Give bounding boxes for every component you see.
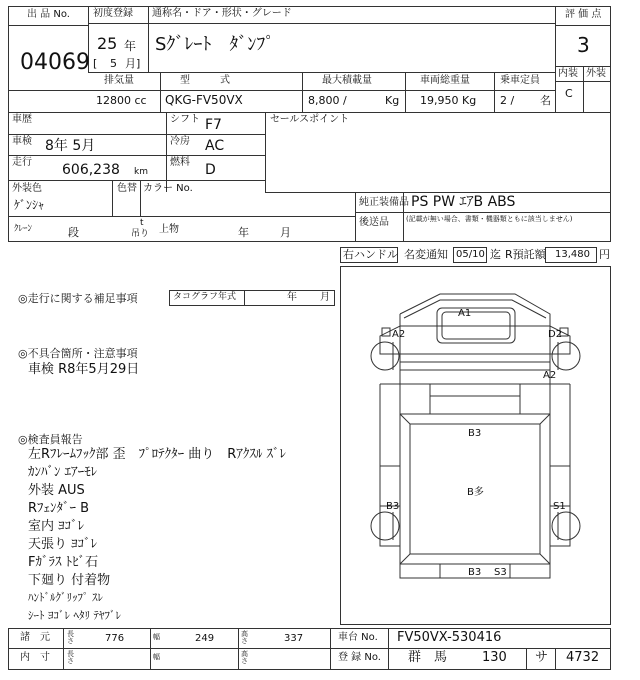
chassis-label: 車台 No. (338, 632, 378, 643)
lot-label: 出 品 No. (27, 9, 70, 20)
mileage-unit: km (134, 167, 148, 177)
model: QKG-FV50VX (165, 93, 243, 107)
interior-grade-label: 内装 (558, 68, 578, 79)
in-width-label: 幅 (153, 653, 160, 661)
reg-month: 5 (110, 57, 117, 70)
load-label: 最大積載量 (322, 75, 372, 86)
displacement: 12800 cc (96, 94, 147, 107)
chassis-number: FV50VX-530416 (397, 630, 502, 645)
inspector-report-line: ﾊﾝﾄﾞﾙｸﾞﾘｯﾌﾟ ｽﾚ (28, 591, 103, 604)
aftermarket-label: 後送品 (359, 217, 389, 228)
grade-value: 3 (577, 33, 590, 57)
inspector-report-line: 外装 AUS (28, 483, 85, 498)
model-label: 型 式 (180, 75, 230, 86)
capacity-label: 乗車定員 (500, 75, 540, 86)
dims-label: 諸 元 (20, 632, 50, 643)
gross-weight-label: 車両総重量 (420, 75, 470, 86)
mark-d2: D2 (548, 329, 563, 340)
in-length-label: 長さ (67, 650, 74, 665)
load: 8,800 / (308, 94, 347, 107)
tacho-label: タコグラフ年式 (173, 292, 237, 302)
crane-tonnage-unit: t (140, 218, 144, 228)
front-right-wheel (552, 342, 580, 370)
width-value: 249 (195, 633, 215, 644)
length-value: 776 (105, 633, 125, 644)
tacho-month-unit: 月 (320, 292, 330, 303)
length-label: 長さ (67, 630, 74, 645)
defect-line: 車検 R8年5月29日 (28, 362, 140, 377)
height-label: 高さ (241, 630, 248, 645)
inspector-report-line: ｶﾝﾊﾞﾝ ｴｱｰﾓﾚ (28, 465, 98, 480)
inspector-report-line: 天張り ﾖｺﾞﾚ (28, 537, 98, 552)
steering: 右ハンドル (343, 248, 398, 261)
plate-class: 130 (482, 650, 507, 665)
recycle-amount: 13,480 (555, 249, 590, 260)
mark-a2-left: A2 (392, 329, 406, 340)
exterior-color: ｹﾞﾝｼｬ (14, 198, 45, 212)
mark-b-multi: B多 (467, 487, 484, 498)
car-name: Sｸﾞﾚｰﾄ ﾀﾞﾝﾌﾟ (155, 34, 275, 55)
equipment: PS PW ｴｱB ABS (411, 194, 516, 210)
yen-unit: 円 (599, 248, 610, 261)
mark-b3-center: B3 (468, 428, 482, 439)
inspector-report-line: Fｶﾞﾗｽ ﾄﾋﾞ石 (28, 555, 99, 570)
load-unit: Kg (385, 94, 400, 107)
displacement-label: 排気量 (104, 75, 134, 86)
ac-label: 冷房 (170, 136, 190, 147)
equipment-label: 純正装備品 (359, 197, 409, 208)
inspector-report-line: ｼｰﾄ ﾖｺﾞﾚ ﾍﾀﾘ ﾃﾔﾌﾞﾚ (28, 609, 121, 622)
inspector-title: ◎検査員報告 (18, 433, 83, 446)
fuel: D (205, 162, 216, 178)
crane-stage-unit: 段 (68, 226, 79, 239)
first-reg-label: 初度登録 (93, 8, 133, 19)
defect-title: ◎不具合箇所・注意事項 (18, 347, 138, 360)
top-mount-year-unit: 年 (238, 226, 249, 239)
color-change-label: 色替 (117, 183, 137, 194)
height-value: 337 (284, 633, 304, 644)
width-label: 幅 (153, 633, 160, 641)
inspector-report-line: 室内 ﾖｺﾞﾚ (28, 519, 85, 534)
notice-status: 迄 (490, 248, 501, 261)
mark-a1: A1 (458, 308, 472, 319)
interior-dims-label: 内 寸 (20, 652, 50, 663)
aftermarket-note: (記載が無い場合、書類・機器類ともに該当しません) (406, 215, 573, 223)
color-code-label: カラー No. (143, 183, 193, 194)
gross-weight: 19,950 Kg (420, 94, 477, 107)
capacity-unit: 名 (540, 94, 551, 107)
inspection: 8年 5月 (45, 138, 96, 154)
mark-s1: S1 (553, 501, 566, 512)
reg-month-open: [ (93, 57, 98, 70)
plate-number: 4732 (566, 650, 600, 665)
grade-label: 評 価 点 (565, 9, 602, 20)
rear-left-wheel (371, 512, 399, 540)
history-label: 車歴 (12, 114, 32, 125)
top-mount-month-unit: 月 (280, 226, 291, 239)
inspector-report-line: Rﾌｪﾝﾀﾞｰ B (28, 501, 90, 516)
sales-point-label: セールスポイント (270, 114, 350, 125)
ac: AC (205, 138, 225, 154)
lot-number: 04069 (20, 50, 90, 75)
crane-label: ｸﾚｰﾝ (14, 224, 33, 234)
capacity: 2 / (500, 94, 515, 107)
shift-label: シフト (170, 114, 200, 125)
mileage-label: 走行 (12, 157, 32, 168)
in-height-label: 高さ (241, 650, 248, 665)
interior-grade: C (565, 87, 573, 100)
front-left-wheel (371, 342, 399, 370)
plate-label: 登 録 No. (338, 652, 381, 663)
notice-label: 名変通知 (404, 248, 448, 261)
mark-s3: S3 (494, 567, 507, 578)
exterior-color-label: 外装色 (12, 183, 42, 194)
mark-b3-left: B3 (386, 501, 400, 512)
tacho-year-unit: 年 (287, 292, 297, 303)
mark-a2-right: A2 (543, 370, 557, 381)
mark-b3-bottom: B3 (468, 567, 482, 578)
mileage: 606,238 (62, 162, 120, 178)
driving-notes-title: ◎走行に関する補足事項 (18, 292, 138, 305)
top-mount-label: 上物 (159, 224, 179, 235)
fuel-label: 燃料 (170, 157, 190, 168)
reg-year: 25 (97, 34, 118, 53)
rear-right-wheel (552, 512, 580, 540)
plate-kana: サ (535, 650, 549, 665)
recycle-label: R預託額 (505, 248, 546, 261)
reg-month-close: 月] (125, 57, 141, 70)
inspector-report-line: 下廻り 付着物 (28, 573, 111, 588)
shift: F7 (205, 117, 222, 133)
footer-grid (8, 628, 611, 670)
exterior-grade-label: 外装 (586, 68, 606, 79)
inspection-label: 車検 (12, 136, 32, 147)
crane-hoist-unit: 吊り (131, 229, 150, 239)
plate-region: 群 馬 (408, 650, 448, 665)
car-name-label: 通称名・ドア・形状・グレード (152, 8, 292, 19)
notice-date: 05/10 (456, 249, 485, 260)
inspector-report-line: 左Rﾌﾚｰﾑﾌｯｸ部 歪 ﾌﾟﾛﾃｸﾀｰ 曲り Rｱｸｽﾙ ｽﾞﾚ (28, 447, 286, 462)
reg-year-unit: 年 (124, 39, 137, 53)
